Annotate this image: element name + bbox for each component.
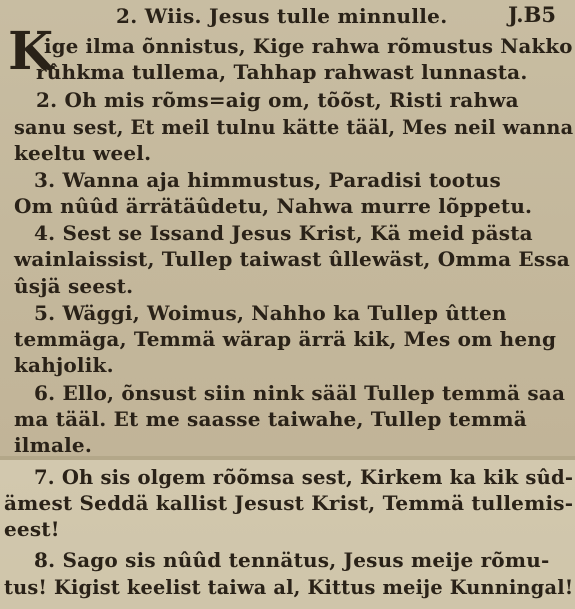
text-line-10: ûsjä seest. xyxy=(14,274,134,298)
text-line-15: ma tääl. Et me saasse taiwahe, Tullep temmä xyxy=(14,407,527,431)
text-line-6: 3. Wanna aja himmustus, Paradisi tootus xyxy=(34,168,501,192)
text-line-5: keeltu weel. xyxy=(14,141,152,165)
text-line-13: kahjolik. xyxy=(14,353,114,377)
text-line-17: 7. Oh sis olgem rõõmsa sest, Kirkem ka kik sûd- xyxy=(34,465,574,489)
text-line-12: temmäga, Temmä wärap ärrä kik, Mes om heng xyxy=(14,327,557,351)
text-line-14: 6. Ello, õnsust siin nink sääl Tullep temmä saa xyxy=(34,381,566,405)
text-line-19: eest! xyxy=(4,517,60,541)
drop-cap-initial: K xyxy=(8,21,54,82)
signature-mark: J.B5 xyxy=(508,2,556,27)
text-line-18: ämest Seddä kallist Jesust Krist, Temmä tullemis- xyxy=(4,491,574,515)
text-line-11: 5. Wäggi, Woimus, Nahho ka Tullep ûtten xyxy=(34,301,507,325)
text-line-9: wainlaissist, Tullep taiwast ûllewäst, Omma Essa xyxy=(14,247,570,271)
hymn-title: 2. Wiis. Jesus tulle minnulle. xyxy=(116,4,448,28)
text-line-1: ige ilma õnnistus, Kige rahwa rõmustus Nakko xyxy=(44,34,573,58)
page-header xyxy=(0,2,575,28)
text-line-2: rûhkma tullema, Tahhap rahwast lunnasta. xyxy=(36,60,528,84)
text-line-3: 2. Oh mis rõms=aig om, tõõst, Risti rahwa xyxy=(36,88,519,112)
text-line-21: tus! Kigist keelist taiwa al, Kittus meije Kunningal! xyxy=(4,575,574,599)
text-line-7: Om nûûd ärrätäûdetu, Nahwa murre lõppetu. xyxy=(14,194,533,218)
text-line-16: ilmale. xyxy=(14,433,93,457)
text-line-4: sanu sest, Et meil tulnu kätte tääl, Mes neil wanna xyxy=(14,115,574,139)
text-line-20: 8. Sago sis nûûd tennätus, Jesus meije rõmu- xyxy=(34,548,550,572)
text-line-8: 4. Sest se Issand Jesus Krist, Kä meid pästa xyxy=(34,221,533,245)
